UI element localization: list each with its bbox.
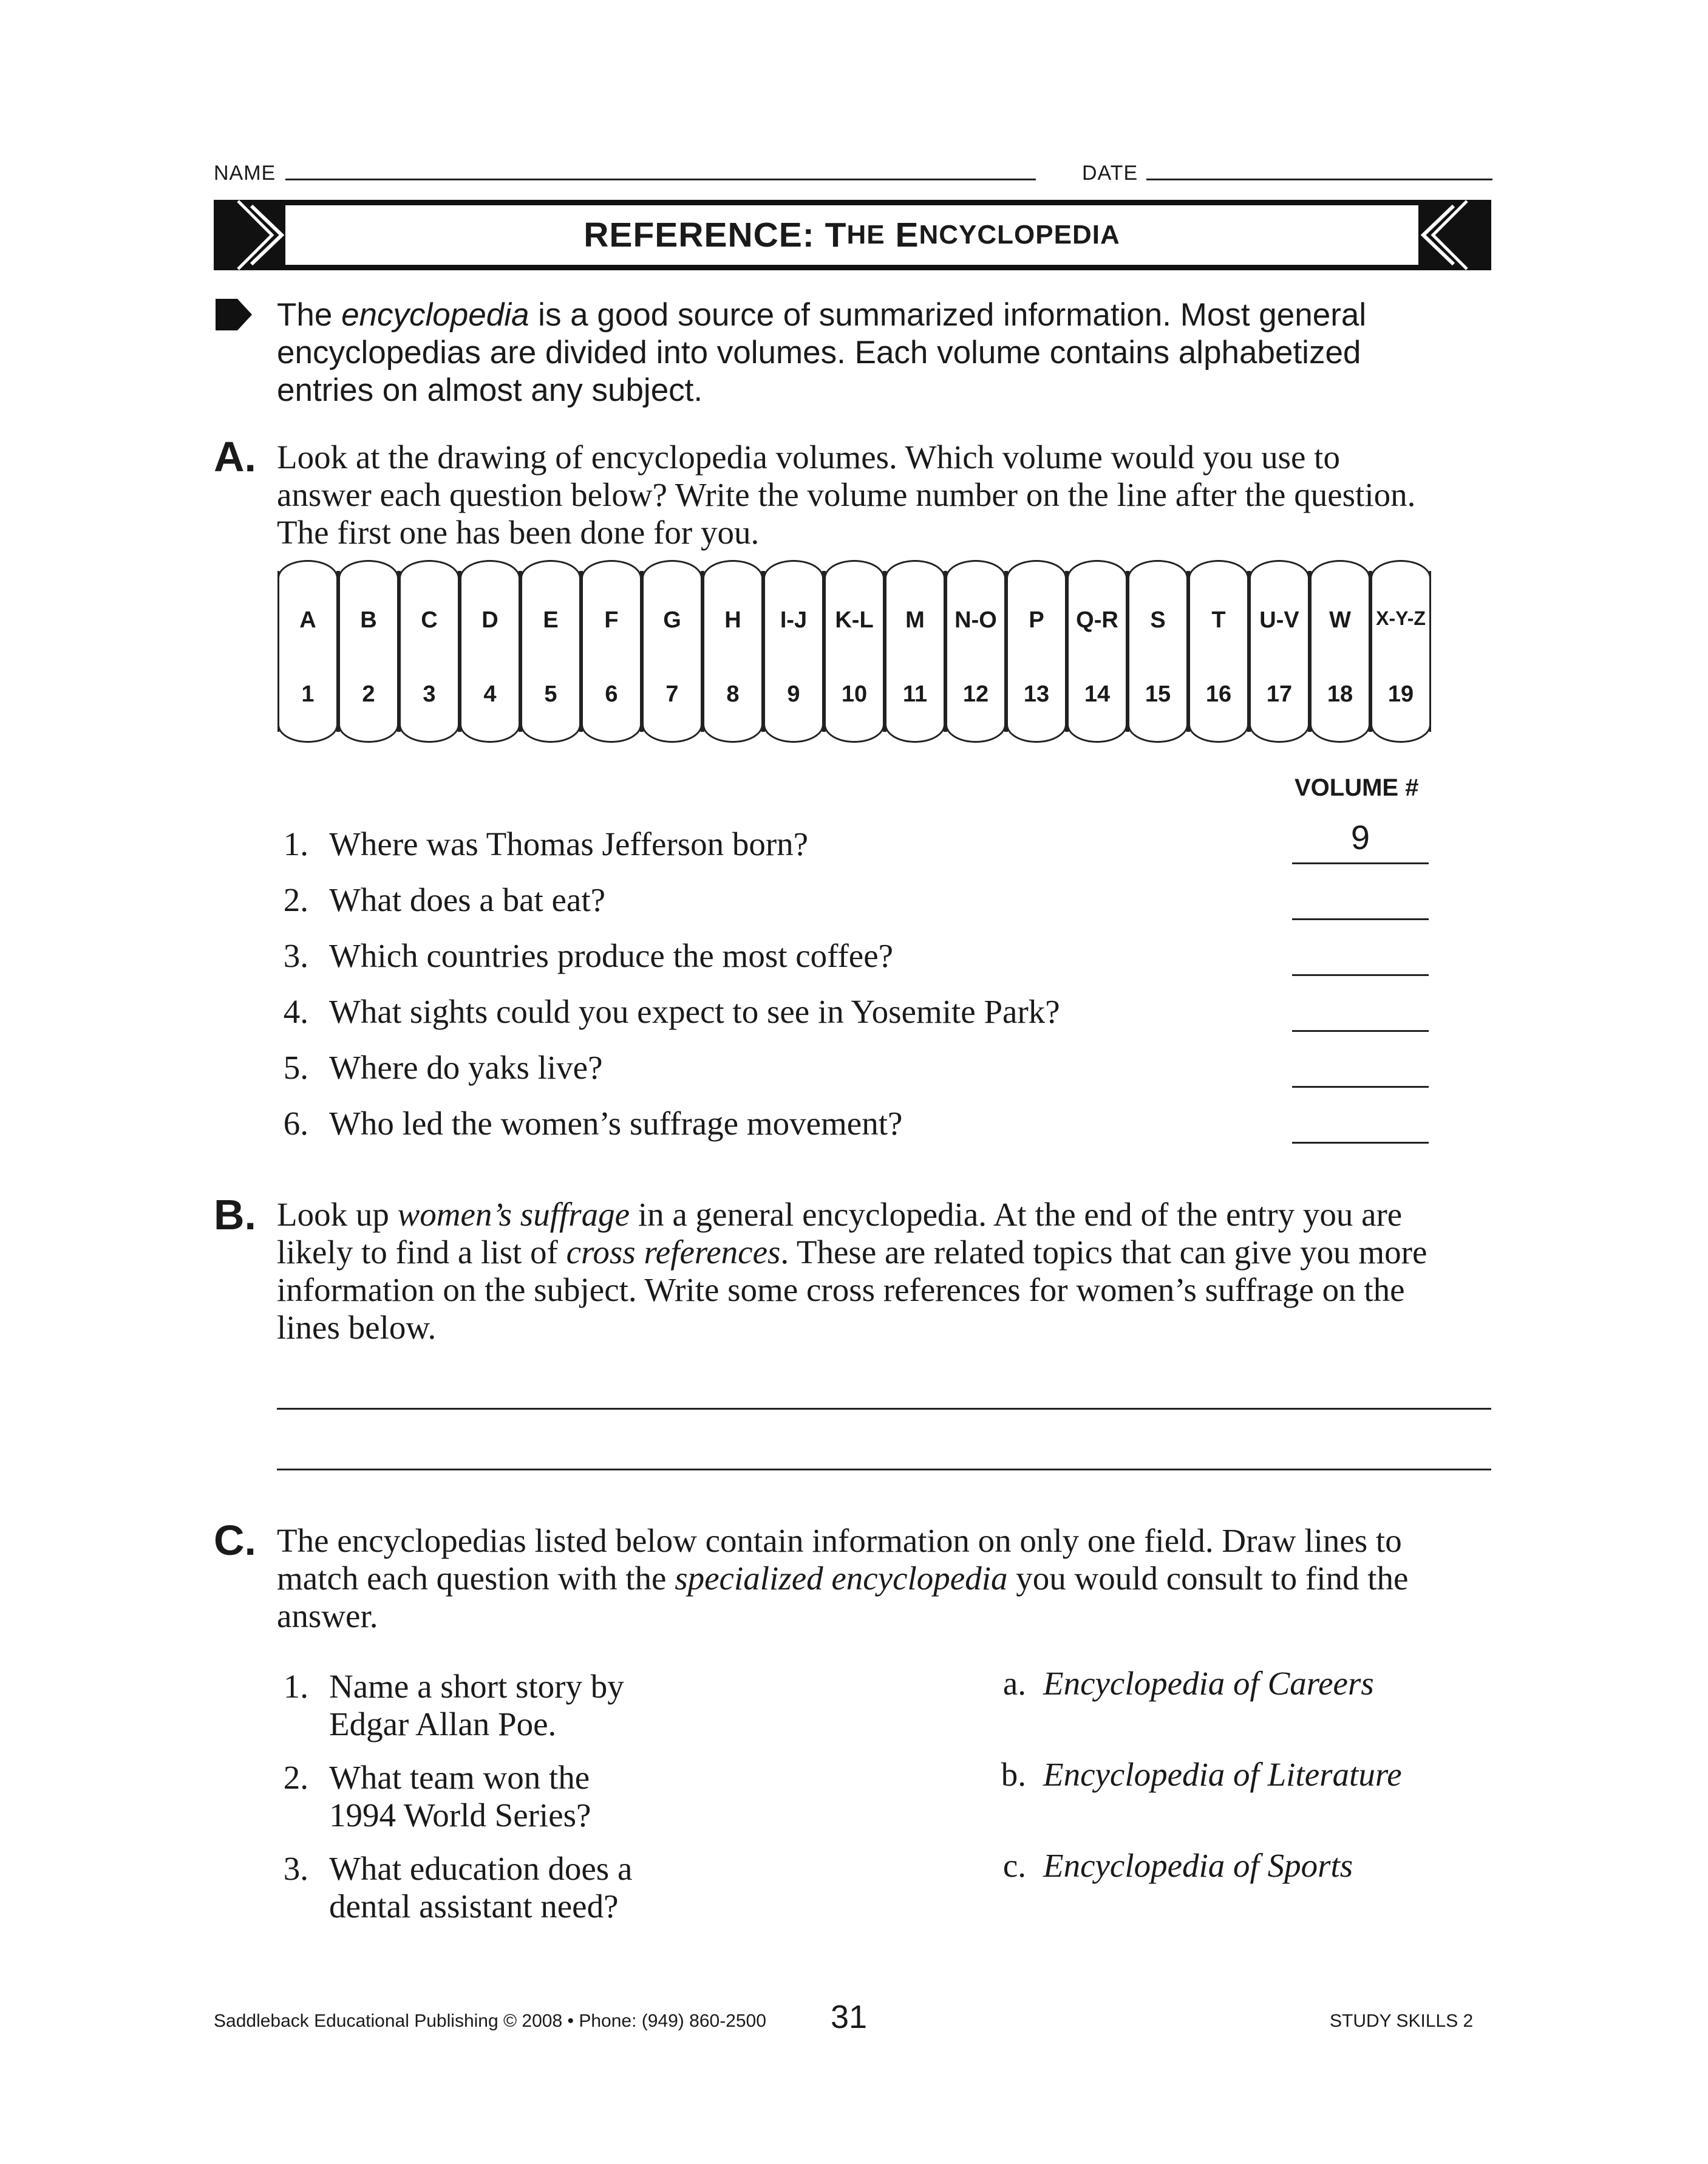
title-t: T [825,216,847,254]
volume-top [824,560,885,581]
answer-line[interactable] [1292,1142,1429,1144]
volume-number: 19 [1387,681,1414,707]
volume-letters: U-V [1259,607,1299,633]
matching-question-line2: dental assistant need? [329,1888,619,1925]
title-ncyclopedia: NCYCLOPEDIA [919,220,1120,250]
volume-bottom [824,722,885,743]
volume-spine [277,571,338,732]
cross-reference-line-2[interactable] [277,1469,1491,1470]
page-number: 31 [831,1999,868,2035]
volume-letters: X-Y-Z [1376,607,1426,629]
volume-top [1188,560,1249,581]
volume-number: 17 [1266,681,1293,707]
page-title [285,205,1418,265]
question-number: 4. [283,993,308,1030]
option-encyclopedia: Encyclopedia of Literature [1043,1756,1402,1793]
volume-letters: E [543,607,559,633]
volume-number: 13 [1023,681,1050,707]
question-text: Where was Thomas Jefferson born? [329,825,809,862]
volume-number: 4 [483,681,497,707]
section-b-instructions: Look up women’s suffrage in a general encyclopedia. At the end of the entry you are likely to find a list of cross references. These are related topics that can give you more information on the subject. Write some cross references for women’s suffrage on the lines below. [277,1196,1427,1346]
volume-bottom [581,722,642,743]
volume-number: 14 [1084,681,1111,707]
volume-number: 2 [362,681,375,707]
question-number: 3. [283,937,308,974]
volume-number: 3 [423,681,436,707]
matching-question-line2: 1994 World Series? [329,1797,591,1834]
volume-top [1006,560,1067,581]
bullet-arrow-icon [216,299,253,330]
volume-bottom [1249,722,1310,743]
volume-number: 5 [544,681,557,707]
section-c-italic: specialized encyclopedia [675,1560,1008,1597]
volume-letters: Q-R [1076,607,1118,633]
date-line[interactable] [1146,179,1492,180]
volume-letters: S [1150,607,1166,633]
volume-top [763,560,824,581]
volume-top [1067,560,1128,581]
volume-bottom [460,722,520,743]
volume-top [399,560,460,581]
volume-number: 12 [962,681,989,707]
volume-letters: G [663,607,681,633]
volume-letters: M [905,607,925,633]
matching-question-number: 3. [283,1850,308,1887]
banner-left-arrow-icon [214,200,287,270]
volume-spine [642,571,703,732]
volume-letters: I-J [780,607,808,633]
title-he: HE [846,220,885,250]
volume-letters: K-L [835,607,874,633]
volume-letters: N-O [954,607,997,633]
volume-letters: F [604,607,619,633]
volume-number: 6 [605,681,618,707]
option-letter: b. [1001,1756,1026,1793]
volume-spine [885,571,945,732]
question-text: Where do yaks live? [329,1049,603,1086]
footer-publisher: Saddleback Educational Publishing © 2008 • Phone: (949) 860-2500 [214,2011,766,2031]
volume-letters: T [1211,607,1226,633]
name-label: NAME [214,162,276,185]
volume-letters: A [299,607,316,633]
section-c-letter: C. [214,1517,256,1564]
volume-top [338,560,399,581]
matching-question-line1: What education does a [329,1850,633,1887]
option-letter: c. [1002,1847,1026,1884]
answer-line[interactable] [1292,918,1429,920]
answer-line[interactable] [1292,974,1429,976]
volume-bottom [1006,722,1067,743]
volume-header: VOLUME # [1295,774,1419,801]
volume-letters: W [1329,607,1351,633]
volume-bottom [1067,722,1128,743]
volume-spine [1310,571,1370,732]
matching-question-line1: What team won the [329,1759,590,1796]
volume-letters: P [1029,607,1044,633]
volume-bottom [1370,722,1431,743]
title-e: E [895,216,919,254]
volume-spine [945,571,1006,732]
volume-number: 9 [787,681,800,707]
volume-top [642,560,703,581]
volume-spine [520,571,581,732]
question-text: What sights could you expect to see in Yosemite Park? [329,993,1060,1030]
section-b-italic-2: cross references [566,1234,781,1271]
volume-spine [338,571,399,732]
volume-bottom [1128,722,1188,743]
volume-number: 15 [1145,681,1171,707]
volume-spine [1006,571,1067,732]
volume-bottom [520,722,581,743]
volume-top [460,560,520,581]
volume-bottom [399,722,460,743]
section-a-letter: A. [214,433,256,480]
volume-spine [824,571,885,732]
section-b-italic-1: women’s suffrage [397,1196,630,1233]
volume-top [1310,560,1370,581]
answer-value: 9 [1350,818,1370,856]
intro-paragraph: The encyclopedia is a good source of summarized information. Most general encyclopedias are divided into volumes. Each volume contains alphabetized entries on almost any subject. [277,297,1367,408]
volume-spine [763,571,824,732]
volume-spine [1128,571,1188,732]
question-number: 5. [283,1049,308,1086]
option-encyclopedia: Encyclopedia of Careers [1043,1665,1374,1702]
matching-question-line1: Name a short story by [329,1668,624,1705]
volume-spine [1249,571,1310,732]
volume-letters: C [421,607,438,633]
volume-number: 16 [1205,681,1232,707]
question-text: Which countries produce the most coffee? [329,937,894,974]
date-label: DATE [1082,162,1138,185]
section-c-instructions: The encyclopedias listed below contain information on only one field. Draw lines to match each question with the specialized encyclopedia you would consult to find the answer. [277,1522,1409,1634]
question-text: Who led the women’s suffrage movement? [329,1105,903,1142]
volume-top [945,560,1006,581]
answer-line[interactable] [1292,1030,1429,1032]
volume-number: 11 [902,681,928,707]
question-text: What does a bat eat? [329,881,606,918]
volume-letters: B [360,607,377,633]
volume-spine [1188,571,1249,732]
volume-top [885,560,945,581]
volume-bottom [338,722,399,743]
volume-number: 1 [301,681,315,707]
volume-number: 18 [1327,681,1353,707]
volume-bottom [1310,722,1370,743]
volume-top [703,560,763,581]
volume-spine [1370,571,1431,732]
volume-bottom [277,722,338,743]
answer-line[interactable] [1292,862,1429,864]
volume-spine [1067,571,1128,732]
volume-number: 7 [665,681,679,707]
volume-top [277,560,338,581]
volume-bottom [885,722,945,743]
volume-spine [581,571,642,732]
volume-top [1249,560,1310,581]
volume-letters: H [724,607,741,633]
question-number: 2. [283,881,308,918]
volume-number: 8 [726,681,740,707]
intro-italic: encyclopedia [341,297,529,333]
volume-bottom [763,722,824,743]
volume-letters: D [481,607,498,633]
volume-top [581,560,642,581]
matching-question-number: 2. [283,1759,308,1796]
section-a-instructions: Look at the drawing of encyclopedia volumes. Which volume would you use to answer each question below? Write the volume number on the line after the question. The first one has been done for you. [277,439,1416,551]
question-number: 1. [283,825,308,862]
answer-line[interactable] [1292,1086,1429,1088]
name-line[interactable] [285,179,1036,180]
volume-spine [460,571,520,732]
volume-bottom [945,722,1006,743]
banner-right-arrow-icon [1418,200,1491,270]
volume-number: 10 [841,681,868,707]
cross-reference-line-1[interactable] [277,1408,1491,1410]
volume-bottom [1188,722,1249,743]
option-letter: a. [1002,1665,1026,1702]
question-number: 6. [283,1105,308,1142]
volume-top [1128,560,1188,581]
matching-question-line2: Edgar Allan Poe. [329,1705,557,1742]
volume-spine [703,571,763,732]
volume-top [1370,560,1431,581]
footer-series: STUDY SKILLS 2 [1330,2011,1474,2031]
section-b-letter: B. [214,1191,256,1238]
option-encyclopedia: Encyclopedia of Sports [1043,1847,1353,1884]
volume-bottom [642,722,703,743]
volume-top [520,560,581,581]
matching-question-number: 1. [283,1668,308,1705]
volume-spine [399,571,460,732]
volume-bottom [703,722,763,743]
title-main: REFERENCE: [584,216,815,254]
